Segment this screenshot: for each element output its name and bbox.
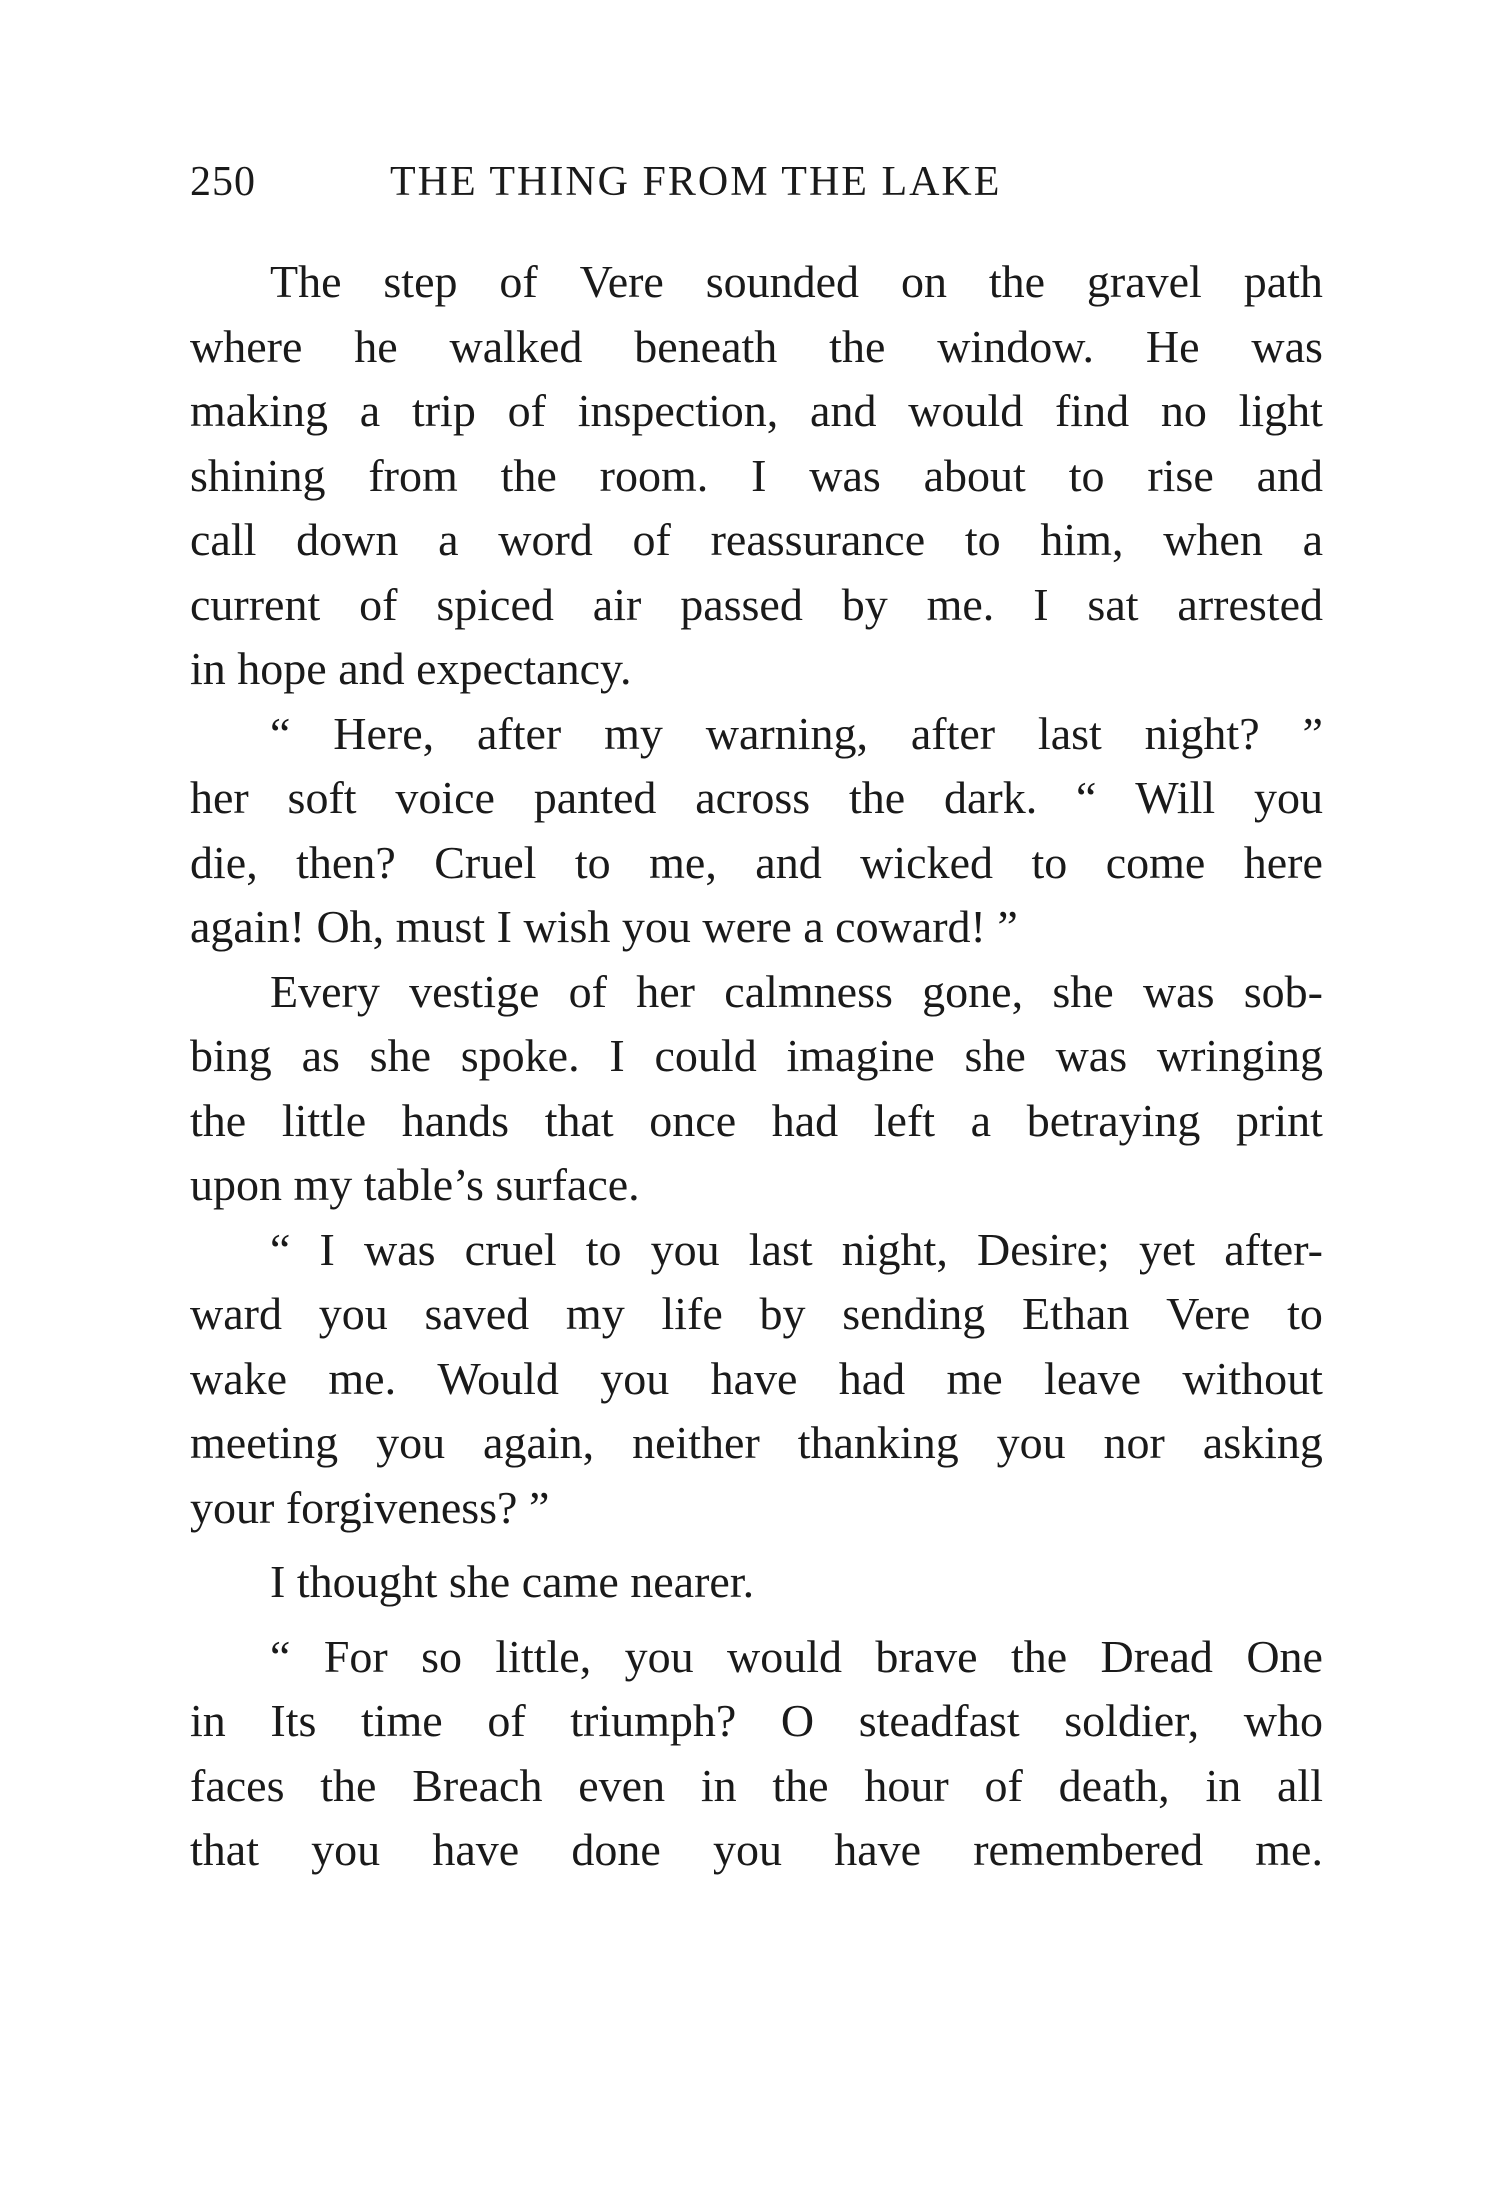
- word: little: [281, 1094, 367, 1146]
- text-line: [190, 1818, 1323, 1883]
- word: trip: [411, 385, 476, 436]
- word: the: [1010, 1630, 1068, 1682]
- text-line: [190, 766, 1323, 831]
- word: sob-: [1243, 965, 1323, 1017]
- word: you: [311, 1824, 381, 1875]
- word: me: [946, 1352, 1003, 1404]
- word: could: [654, 1030, 757, 1081]
- text-line: [190, 1282, 1323, 1347]
- word: the: [320, 1759, 377, 1811]
- word: my: [565, 1288, 625, 1339]
- word: upon: [190, 1159, 294, 1210]
- word: print: [1236, 1094, 1323, 1146]
- word: were: [702, 901, 804, 952]
- word: of: [507, 385, 546, 436]
- word: you: [318, 1288, 388, 1339]
- word: betraying: [1026, 1094, 1201, 1146]
- word: a: [970, 1094, 992, 1146]
- word: room.: [599, 449, 709, 501]
- word: a: [359, 385, 381, 436]
- word: soft: [287, 772, 357, 823]
- word: here: [1243, 836, 1323, 888]
- text-line: [190, 1754, 1323, 1819]
- word: had: [771, 1094, 839, 1146]
- word: Ethan: [1022, 1288, 1130, 1339]
- word: as: [301, 1030, 340, 1081]
- word: The: [270, 256, 342, 307]
- word: table’s: [363, 1159, 496, 1210]
- word: Will: [1135, 772, 1216, 823]
- word: was: [1142, 965, 1215, 1017]
- word: sending: [842, 1288, 986, 1339]
- word: would: [908, 385, 1024, 436]
- word: you: [624, 1630, 694, 1682]
- word: I: [751, 449, 767, 501]
- text-line: [190, 1550, 1323, 1615]
- word: warning,: [705, 707, 868, 759]
- word: voice: [395, 772, 495, 823]
- word: I: [609, 1030, 625, 1081]
- word: you: [1253, 772, 1323, 823]
- word: triumph?: [570, 1695, 737, 1746]
- word: the: [988, 256, 1046, 307]
- word: hour: [864, 1759, 949, 1811]
- word: was: [1055, 1030, 1128, 1081]
- word: word: [498, 514, 593, 565]
- word: had: [838, 1352, 906, 1404]
- word: of: [568, 965, 607, 1017]
- word: have: [710, 1352, 798, 1404]
- word: He: [1145, 320, 1200, 372]
- word: you: [376, 1417, 446, 1468]
- word: must: [395, 901, 497, 952]
- word: a: [1302, 514, 1323, 565]
- word: spiced: [436, 578, 554, 630]
- word: to: [1287, 1288, 1323, 1339]
- word: all: [1277, 1759, 1323, 1811]
- word: in: [190, 1695, 226, 1746]
- word: I: [270, 1556, 297, 1607]
- word: was: [809, 449, 881, 501]
- word: you: [713, 1824, 782, 1875]
- word: ”: [1302, 707, 1323, 759]
- word: faces: [190, 1759, 285, 1811]
- word: path: [1243, 256, 1323, 307]
- word: and: [810, 385, 877, 436]
- word: “: [270, 1630, 291, 1682]
- word: bing: [190, 1030, 272, 1081]
- word: find: [1054, 385, 1130, 436]
- word: wicked: [860, 836, 993, 888]
- word: thought: [296, 1556, 449, 1607]
- word: One: [1246, 1630, 1323, 1682]
- text-line: [190, 1347, 1323, 1412]
- word: gone,: [922, 965, 1024, 1017]
- word: thanking: [797, 1417, 959, 1468]
- word: passed: [680, 578, 803, 630]
- text-line: [190, 315, 1323, 380]
- word: shining: [190, 449, 326, 501]
- word: nor: [1103, 1417, 1165, 1468]
- word: little,: [495, 1630, 592, 1682]
- text-line: [190, 1689, 1323, 1754]
- word: spoke.: [460, 1030, 580, 1081]
- word: “: [270, 707, 291, 759]
- word: that: [544, 1094, 614, 1146]
- word: was: [364, 1223, 436, 1275]
- word: to: [574, 836, 611, 888]
- word: he: [354, 320, 398, 372]
- text-line: [190, 508, 1323, 573]
- word: the: [848, 772, 906, 823]
- word: by: [841, 578, 888, 630]
- word: in: [700, 1759, 737, 1811]
- word: wringing: [1156, 1030, 1323, 1081]
- word: sat: [1087, 578, 1139, 630]
- word: come: [1105, 836, 1206, 888]
- word: surface.: [495, 1159, 640, 1210]
- word: and: [338, 643, 417, 694]
- word: so: [421, 1630, 463, 1682]
- word: without: [1182, 1352, 1323, 1404]
- word: beneath: [634, 320, 778, 372]
- word: Would: [437, 1352, 559, 1404]
- word: a: [803, 901, 836, 952]
- word: him,: [1040, 514, 1124, 565]
- word: time: [360, 1695, 443, 1746]
- word: saved: [424, 1288, 530, 1339]
- word: about: [923, 449, 1026, 501]
- word: hope: [237, 643, 339, 694]
- word: to: [1031, 836, 1068, 888]
- word: a: [438, 514, 459, 565]
- word: once: [649, 1094, 737, 1146]
- word: my: [604, 707, 663, 759]
- word: I: [496, 901, 524, 952]
- word: sounded: [705, 256, 860, 307]
- word: step: [383, 256, 458, 307]
- text-line: [190, 831, 1323, 896]
- word: in: [1205, 1759, 1242, 1811]
- word: again,: [483, 1417, 595, 1468]
- word: who: [1243, 1695, 1323, 1746]
- word: you: [600, 1352, 670, 1404]
- word: light: [1238, 385, 1323, 436]
- word: in: [190, 643, 238, 694]
- word: ward: [190, 1288, 282, 1339]
- word: left: [873, 1094, 936, 1146]
- text-line: [190, 573, 1323, 638]
- body-text: [190, 250, 1323, 1883]
- word: Breach: [412, 1759, 543, 1811]
- word: arrested: [1177, 578, 1323, 630]
- word: you: [621, 901, 703, 952]
- text-line: [190, 960, 1323, 1025]
- word: For: [323, 1630, 388, 1682]
- word: expectancy.: [416, 643, 632, 694]
- word: Here,: [333, 707, 435, 759]
- book-title: THE THING FROM THE LAKE: [390, 159, 1002, 205]
- word: you: [650, 1223, 720, 1275]
- word: even: [578, 1759, 666, 1811]
- word: current: [190, 578, 321, 630]
- word: of: [632, 514, 671, 565]
- text-line: [190, 1024, 1323, 1089]
- word: she: [369, 1030, 431, 1081]
- text-line: [190, 1411, 1323, 1476]
- word: brave: [875, 1630, 978, 1682]
- word: leave: [1044, 1352, 1142, 1404]
- text-line: [190, 250, 1323, 315]
- word: night,: [841, 1223, 948, 1275]
- word: the: [500, 449, 557, 501]
- word: making: [190, 385, 328, 436]
- word: ”: [528, 1481, 550, 1533]
- word: that: [190, 1824, 259, 1875]
- word: Vere: [579, 256, 664, 307]
- word: have: [432, 1824, 520, 1875]
- word: from: [368, 449, 458, 501]
- word: soldier,: [1064, 1695, 1200, 1746]
- word: die,: [190, 836, 258, 888]
- word: she: [1052, 965, 1114, 1017]
- word: inspection,: [577, 385, 779, 436]
- word: after-: [1224, 1223, 1323, 1275]
- word: wake: [190, 1352, 288, 1404]
- word: then?: [296, 836, 396, 888]
- text-line: [190, 1476, 1323, 1541]
- word: forgiveness?: [285, 1481, 529, 1533]
- word: Desire;: [976, 1223, 1110, 1275]
- word: me.: [328, 1352, 397, 1404]
- word: and: [1256, 449, 1323, 501]
- word: ”: [997, 901, 1018, 952]
- text-line: [190, 1089, 1323, 1154]
- word: “: [1076, 772, 1097, 823]
- word: night?: [1144, 707, 1260, 759]
- text-line: [190, 444, 1323, 509]
- word: on: [900, 256, 947, 307]
- word: I: [1033, 578, 1049, 630]
- word: hands: [401, 1094, 510, 1146]
- word: the: [190, 1094, 247, 1146]
- word: dark.: [943, 772, 1038, 823]
- running-head: [190, 158, 1320, 218]
- text-line: [190, 637, 1323, 702]
- word: you: [996, 1417, 1066, 1468]
- word: Every: [270, 965, 380, 1017]
- word: nearer.: [630, 1556, 755, 1607]
- word: asking: [1202, 1417, 1323, 1468]
- word: me,: [649, 836, 717, 888]
- word: window.: [937, 320, 1094, 372]
- word: to: [1068, 449, 1105, 501]
- word: vestige: [409, 965, 540, 1017]
- word: again!: [190, 901, 317, 952]
- word: after: [476, 707, 562, 759]
- word: of: [359, 578, 398, 630]
- word: Dread: [1100, 1630, 1213, 1682]
- word: would: [727, 1630, 843, 1682]
- word: I: [319, 1223, 335, 1275]
- word: no: [1160, 385, 1207, 436]
- word: air: [592, 578, 642, 630]
- word: imagine: [786, 1030, 935, 1081]
- word: Cruel: [434, 836, 537, 888]
- word: she: [448, 1556, 522, 1607]
- word: across: [695, 772, 811, 823]
- word: calmness: [724, 965, 893, 1017]
- word: the: [829, 320, 886, 372]
- word: coward!: [835, 901, 998, 952]
- word: Its: [270, 1695, 317, 1746]
- word: the: [772, 1759, 829, 1811]
- page-number: 250: [190, 159, 256, 205]
- text-line: [190, 1625, 1323, 1690]
- word: of: [984, 1759, 1023, 1811]
- word: where: [190, 320, 303, 372]
- text-line: [190, 1218, 1323, 1283]
- text-line: [190, 702, 1323, 767]
- word: was: [1251, 320, 1323, 372]
- word: after: [910, 707, 996, 759]
- word: “: [270, 1223, 291, 1275]
- word: call: [190, 514, 257, 565]
- word: her: [190, 772, 249, 823]
- word: down: [296, 514, 399, 565]
- word: me.: [926, 578, 995, 630]
- word: when: [1163, 514, 1263, 565]
- word: meeting: [190, 1417, 339, 1468]
- word: walked: [449, 320, 583, 372]
- word: last: [1037, 707, 1102, 759]
- word: remembered: [973, 1824, 1204, 1875]
- word: your: [190, 1481, 286, 1533]
- word: of: [499, 256, 538, 307]
- word: came: [521, 1556, 631, 1607]
- word: done: [571, 1824, 661, 1875]
- text-line: [190, 1153, 1323, 1218]
- word: panted: [533, 772, 657, 823]
- word: and: [755, 836, 822, 888]
- word: last: [748, 1223, 813, 1275]
- word: Oh,: [316, 901, 396, 952]
- word: life: [661, 1288, 723, 1339]
- word: death,: [1058, 1759, 1170, 1811]
- word: rise: [1147, 449, 1214, 501]
- word: Vere: [1166, 1288, 1251, 1339]
- text-line: [190, 895, 1323, 960]
- word: she: [964, 1030, 1026, 1081]
- word: my: [293, 1159, 364, 1210]
- word: reassurance: [710, 514, 926, 565]
- word: gravel: [1086, 256, 1202, 307]
- word: by: [759, 1288, 806, 1339]
- word: cruel: [464, 1223, 557, 1275]
- word: steadfast: [858, 1695, 1020, 1746]
- text-line: [190, 379, 1323, 444]
- word: neither: [632, 1417, 760, 1468]
- word: O: [780, 1695, 815, 1746]
- word: of: [487, 1695, 526, 1746]
- word: to: [964, 514, 1001, 565]
- word: wish: [523, 901, 622, 952]
- word: have: [834, 1824, 922, 1875]
- word: to: [585, 1223, 622, 1275]
- word: yet: [1138, 1223, 1196, 1275]
- word: her: [636, 965, 696, 1017]
- word: me.: [1255, 1824, 1323, 1875]
